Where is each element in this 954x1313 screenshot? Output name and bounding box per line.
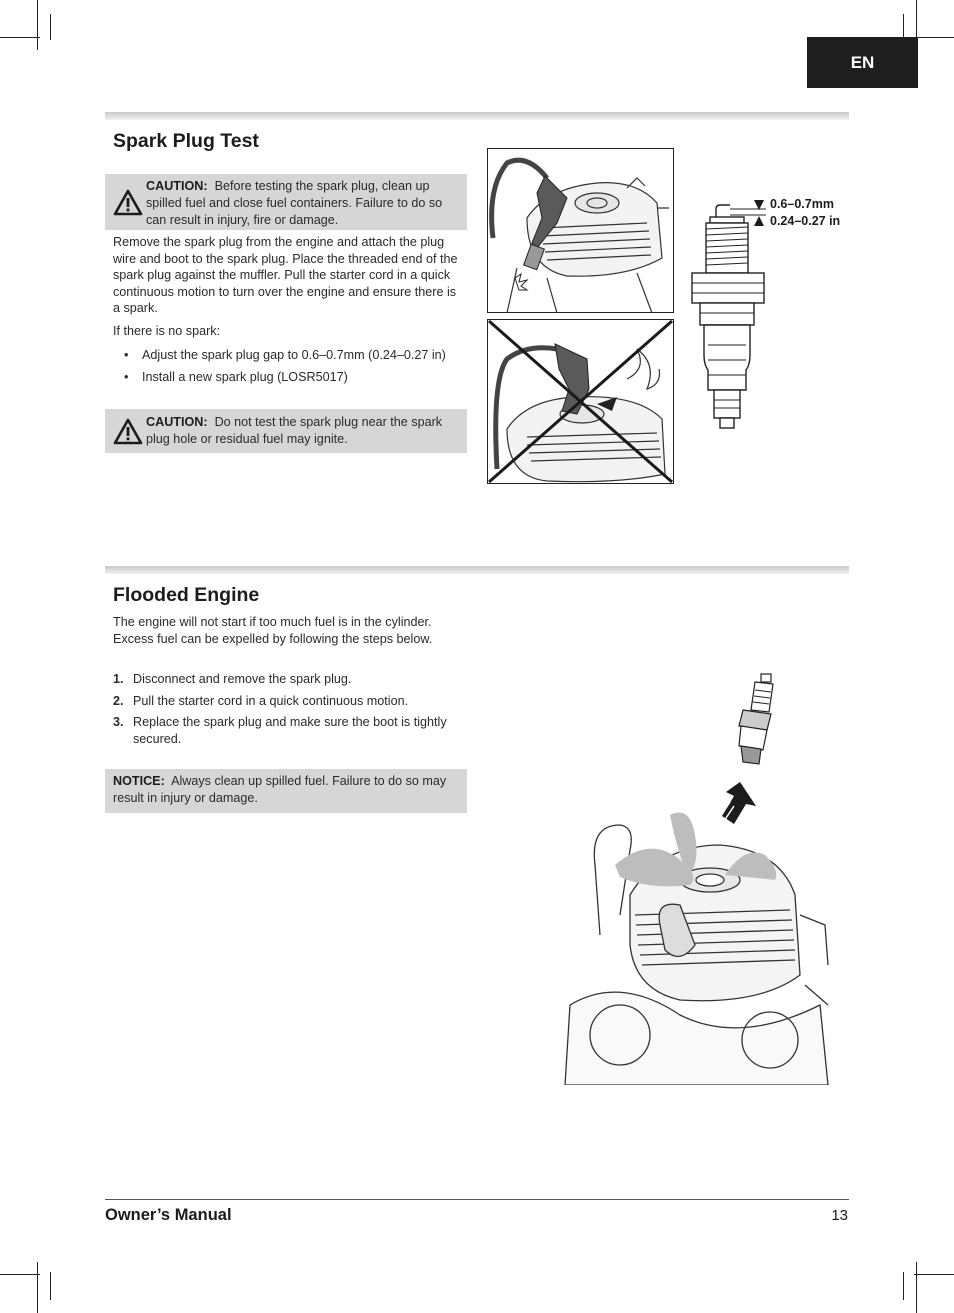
caution-text [146,414,461,448]
spark-test-instructions: Remove the spark plug from the engine and attach the plug wire and boot to the spark plug. Place the threaded end of the spark plug against the muffler. Pull the starter cord in a quick continuous motion to turn over the engine and ensure there is a spark. [113,235,458,316]
spark-plug-removed-illustration [733,672,775,772]
notice-label: NOTICE: [113,774,165,788]
notice-box [105,769,467,813]
caution-message: Do not test the spark plug near the spark plug hole or residual fuel may ignite. [146,415,443,446]
incorrect-spark-test-illustration [487,319,674,484]
gap-in-label: 0.24–0.27 in [770,214,841,228]
step-number: 1. [113,672,124,686]
step-text: Pull the starter cord in a quick continuous motion. [133,694,409,708]
section-rule [105,112,849,120]
footer-title: Owner’s Manual [105,1206,232,1224]
gap-arrows-icon [752,198,766,228]
crop-mark [914,37,954,38]
step-number: 2. [113,694,124,708]
crop-mark [50,1272,51,1300]
no-spark-intro: If there is no spark: [113,324,221,338]
warning-icon [113,418,143,445]
crop-mark [914,1274,954,1275]
caution-label: CAUTION: [146,179,208,193]
bullet-dot: • [124,370,129,384]
footer-rule [105,1199,849,1200]
crop-mark [37,1262,38,1313]
caution-message: Before testing the spark plug, clean up spilled fuel and close fuel containers. Failure to do so can result in injury, fire or damage. [146,179,443,227]
step-text: Disconnect and remove the spark plug. [133,672,352,686]
bullet-text: Install a new spark plug (LOSR5017) [142,370,348,384]
caution-box [105,409,467,453]
crop-mark [37,0,38,50]
flooded-engine-title: Flooded Engine [113,584,260,606]
caution-box [105,174,467,230]
flooded-engine-illustration [560,805,832,1085]
section-rule [105,566,849,574]
bullet-text: Adjust the spark plug gap to 0.6–0.7mm (0.24–0.27 in) [142,348,446,362]
spark-plug-gap-illustration [688,195,768,431]
crop-mark [0,1274,40,1275]
step-text: Replace the spark plug and make sure the boot is tightly secured. [133,715,447,746]
caution-label: CAUTION: [146,415,208,429]
crop-mark [50,14,51,40]
caution-text [146,178,461,228]
crop-mark [916,1262,917,1313]
notice-message: Always clean up spilled fuel. Failure to do so may result in injury or damage. [113,774,447,805]
gap-mm-label: 0.6–0.7mm [770,197,834,211]
spark-plug-test-title: Spark Plug Test [113,130,259,152]
flooded-engine-intro: The engine will not start if too much fuel is in the cylinder. Excess fuel can be expelled by following the steps below. [113,615,433,646]
page-number: 13 [831,1207,848,1224]
crop-mark [0,37,40,38]
warning-icon [113,189,143,216]
notice-text [113,773,461,807]
bullet-dot: • [124,348,129,362]
step-number: 3. [113,715,124,729]
language-tab: EN [807,37,918,88]
correct-spark-test-illustration [487,148,674,313]
crop-mark [903,1272,904,1300]
